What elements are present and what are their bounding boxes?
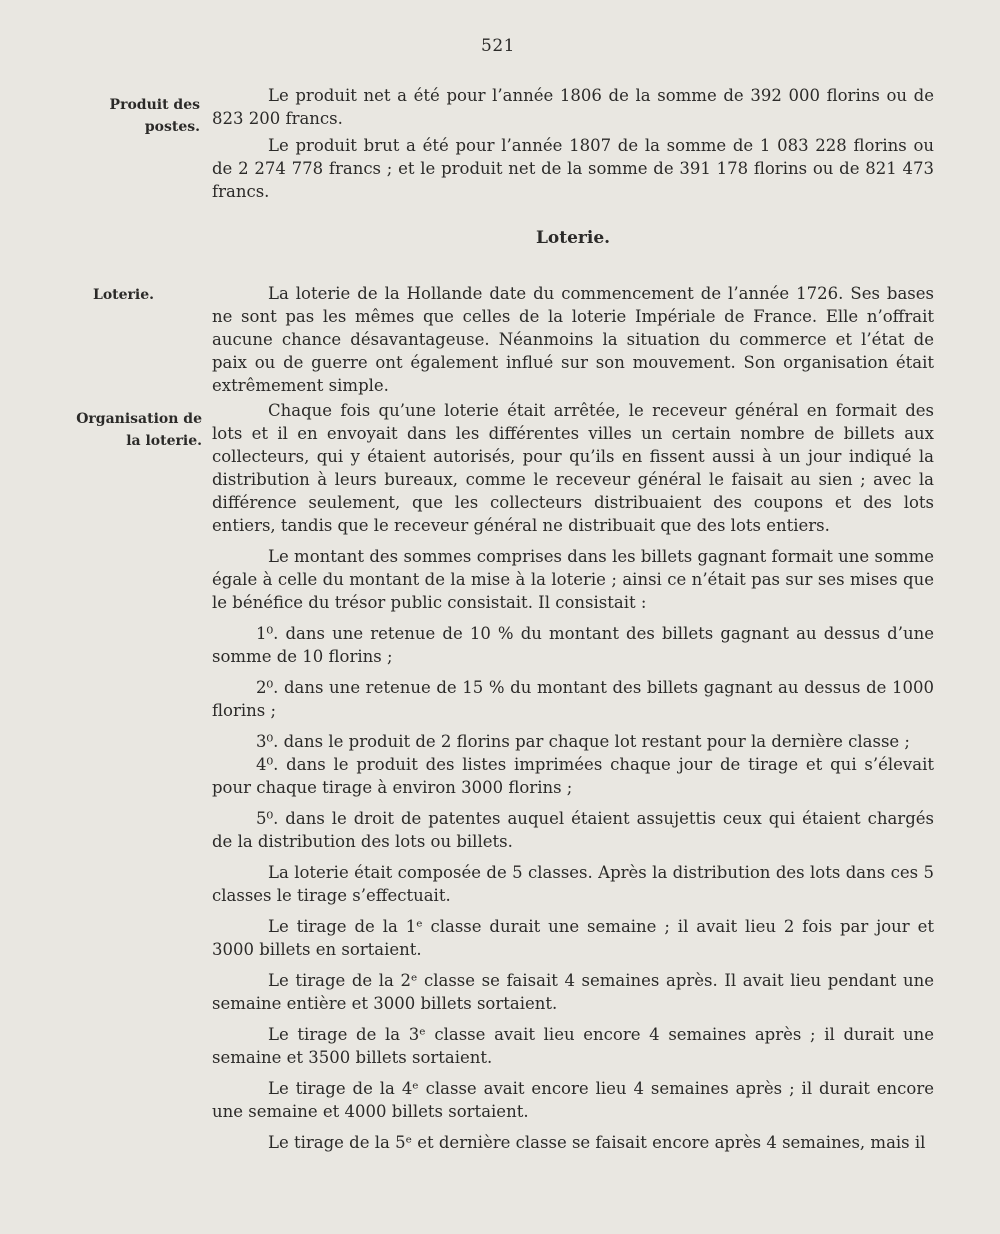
loterie-paragraph-4: La loterie était composée de 5 classes. Après la distribution des lots dans ces 5 classes le tirage s’effectuait. (212, 863, 934, 905)
margin-note-organisation-line2: la loterie. (126, 433, 202, 449)
margin-note-loterie: Loterie. (92, 287, 154, 303)
loterie-paragraph-1: La loterie de la Hollande date du commencement de l’année 1726. Ses bases ne sont pas les mêmes que celles de la loterie Impériale de France. Elle n’offrait aucune chance désavantageuse. Néanmoins la situation du commerce et l’état de paix ou de guerre ont également influé sur son mouvement. Son organisation était extrêmement simple. (212, 284, 934, 395)
margin-note-organisation (50, 408, 202, 452)
loterie-paragraph-2: Chaque fois qu’une loterie était arrêtée, le receveur général en formait des lots et il en envoyait dans les différentes villes un certain nombre de billets aux collecteurs, qui y étaient autorisés, pour qu’ils en fissent aussi à un jour indiqué la distribution à leurs bureaux, comme le receveur général le faisait au sien ; avec la différence seulement, que les collecteurs distribuaient des coupons et des lots entiers, tandis que le receveur général ne distribuait que des lots entiers. (212, 401, 934, 535)
loterie-paragraph-9: Le tirage de la 5ᵉ et dernière classe se faisait encore après 4 semaines, mais il (268, 1133, 926, 1152)
postes-section (212, 84, 934, 203)
margin-note-organisation-line1: Organisation de (76, 411, 202, 427)
list-item-5: 5⁰. dans le droit de patentes auquel étaient assujettis ceux qui étaient chargés de la distribution des lots ou billets. (212, 809, 934, 851)
loterie-paragraph-5: Le tirage de la 1ᵉ classe durait une semaine ; il avait lieu 2 fois par jour et 3000 billets en sortaient. (212, 917, 934, 959)
list-item-2: 2⁰. dans une retenue de 15 % du montant des billets gagnant au dessus de 1000 florins ; (212, 678, 934, 720)
margin-note-produit-des-postes: Produit des postes. (109, 97, 200, 135)
loterie-paragraph-6: Le tirage de la 2ᵉ classe se faisait 4 semaines après. Il avait lieu pendant une semaine entière et 3000 billets sortaient. (212, 971, 934, 1013)
loterie-paragraph-3: Le montant des sommes comprises dans les billets gagnant formait une somme égale à celle du montant de la mise à la loterie ; ainsi ce n’était pas sur ses mises que le bénéfice du trésor public consistait. Il consistait : (212, 547, 934, 612)
list-item-1: 1⁰. dans une retenue de 10 % du montant des billets gagnant au dessus d’une somme de 10 florins ; (212, 624, 934, 666)
list-item-4: 4⁰. dans le produit des listes imprimées chaque jour de tirage et qui s’élevait pour chaque tirage à environ 3000 florins ; (212, 755, 934, 797)
loterie-section (212, 282, 934, 1154)
postes-paragraph-1: Le produit net a été pour l’année 1806 de la somme de 392 000 florins ou de 823 200 francs. (212, 86, 934, 128)
section-heading-loterie: Loterie. (535, 228, 611, 248)
loterie-paragraph-7: Le tirage de la 3ᵉ classe avait lieu encore 4 semaines après ; il durait une semaine et 3500 billets sortaient. (212, 1025, 934, 1067)
loterie-paragraph-8: Le tirage de la 4ᵉ classe avait encore lieu 4 semaines après ; il durait encore une semaine et 4000 billets sortaient. (212, 1079, 934, 1121)
postes-paragraph-2: Le produit brut a été pour l’année 1807 de la somme de 1 083 228 florins ou de 2 274 778 francs ; et le produit net de la somme de 391 178 florins ou de 821 473 francs. (212, 136, 934, 201)
page-number: 521 (481, 36, 515, 56)
list-item-3: 3⁰. dans le produit de 2 florins par chaque lot restant pour la dernière classe ; (256, 732, 910, 751)
